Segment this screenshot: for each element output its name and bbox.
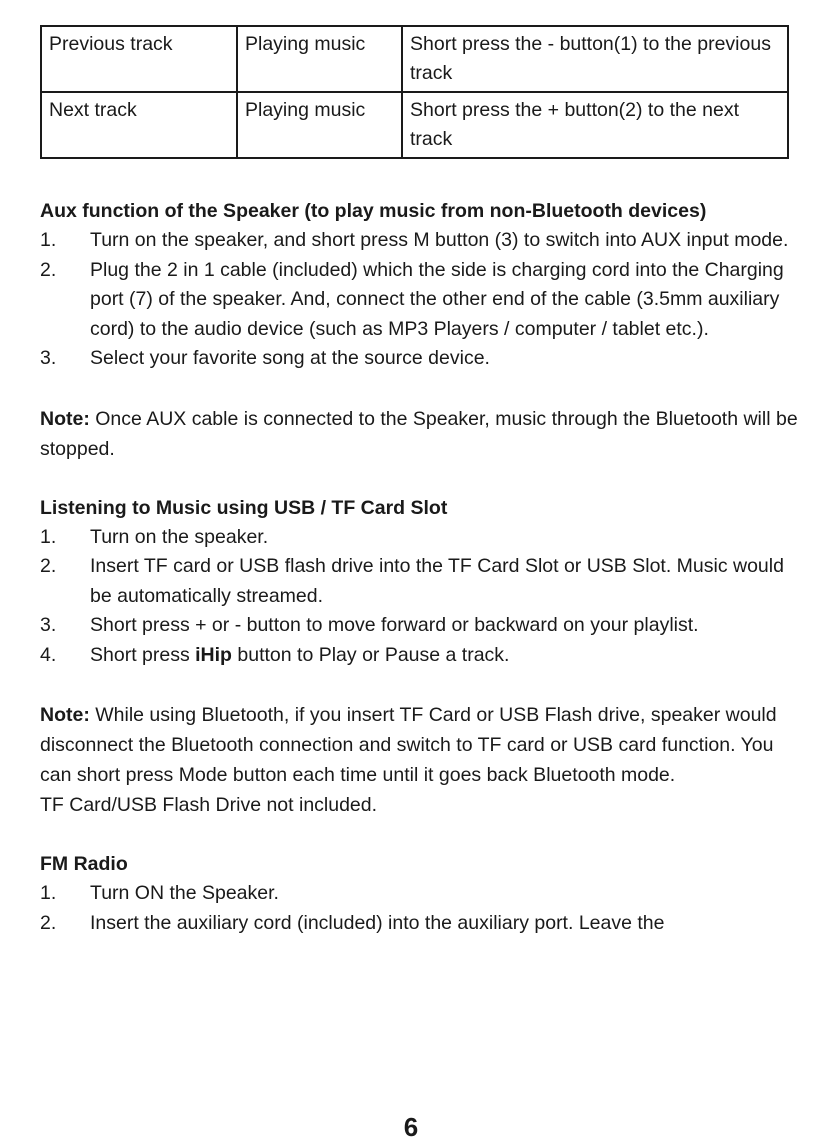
section-heading: Aux function of the Speaker (to play music from non-Bluetooth devices)	[40, 200, 707, 222]
list-item	[40, 552, 800, 611]
page-number: 6	[403, 1112, 419, 1142]
step-number: 2.	[40, 555, 57, 577]
section-heading: Listening to Music using USB / TF Card Slot	[40, 496, 448, 519]
section-heading: FM Radio	[40, 853, 128, 875]
table-row	[41, 26, 788, 92]
list-item	[40, 909, 800, 939]
list-item	[40, 611, 800, 641]
step-number: 1.	[40, 882, 57, 904]
step-text: Turn on the speaker, and short press M button (3) to switch into AUX input mode.	[90, 229, 789, 251]
usb-note	[40, 700, 800, 790]
aux-note	[40, 404, 800, 464]
step-text-before: Short press	[90, 643, 196, 666]
step-number: 3.	[40, 347, 57, 369]
note-label: Note:	[40, 704, 90, 726]
note-text: Once AUX cable is connected to the Speaker, music through the Bluetooth will be stopped.	[40, 407, 798, 460]
step-number: 1.	[40, 229, 57, 251]
list-item	[40, 344, 800, 374]
list-item	[40, 879, 800, 909]
table-cell-operation: Short press the - button(1) to the previous track	[402, 26, 788, 92]
step-text: Plug the 2 in 1 cable (included) which the side is charging cord into the Charging port (7) of the speaker. And, connect the other end of the cable (3.5mm auxiliary cord) to the audio device (such as MP3 Players / computer / tablet etc.).	[90, 258, 784, 340]
table-cell-function: Next track	[41, 92, 237, 158]
usb-section	[40, 494, 800, 821]
aux-section	[40, 197, 800, 464]
table-cell-function: Previous track	[41, 26, 237, 92]
table-cell-status: Playing music	[237, 26, 402, 92]
fm-steps-list	[40, 879, 800, 938]
step-number: 2.	[40, 911, 57, 934]
note-text: While using Bluetooth, if you insert TF Card or USB Flash drive, speaker would disconnect the Bluetooth connection and switch to TF card or USB card function. You can short press Mode button each time until it goes back Bluetooth mode.	[40, 704, 777, 786]
step-text: Insert the auxiliary cord (included) into the auxiliary port. Leave the	[90, 911, 665, 934]
step-text: Turn on the speaker.	[90, 525, 269, 548]
table-cell-status: Playing music	[237, 92, 402, 158]
list-item	[40, 641, 800, 671]
list-item	[40, 226, 800, 256]
fm-section	[40, 850, 800, 938]
step-number: 4.	[40, 643, 57, 666]
ihip-button-name: iHip	[195, 643, 232, 666]
step-text: Turn ON the Speaker.	[90, 882, 279, 904]
manual-page	[40, 25, 800, 938]
controls-table	[40, 25, 789, 159]
table-row	[41, 92, 788, 158]
step-number: 3.	[40, 614, 57, 636]
step-text-after: button to Play or Pause a track.	[231, 643, 510, 666]
step-text: Short press + or - button to move forward or backward on your playlist.	[90, 614, 699, 636]
list-item	[40, 523, 800, 553]
note-label: Note:	[40, 407, 90, 430]
table-cell-operation: Short press the + button(2) to the next track	[402, 92, 788, 158]
step-number: 1.	[40, 525, 57, 548]
aux-steps-list	[40, 226, 800, 374]
not-included-line: TF Card/USB Flash Drive not included.	[40, 794, 378, 816]
usb-steps-list	[40, 523, 800, 671]
list-item	[40, 256, 800, 345]
step-text: Insert TF card or USB flash drive into the TF Card Slot or USB Slot. Music would be automatically streamed.	[90, 555, 784, 607]
step-text: Select your favorite song at the source device.	[90, 347, 490, 369]
step-number: 2.	[40, 258, 57, 281]
